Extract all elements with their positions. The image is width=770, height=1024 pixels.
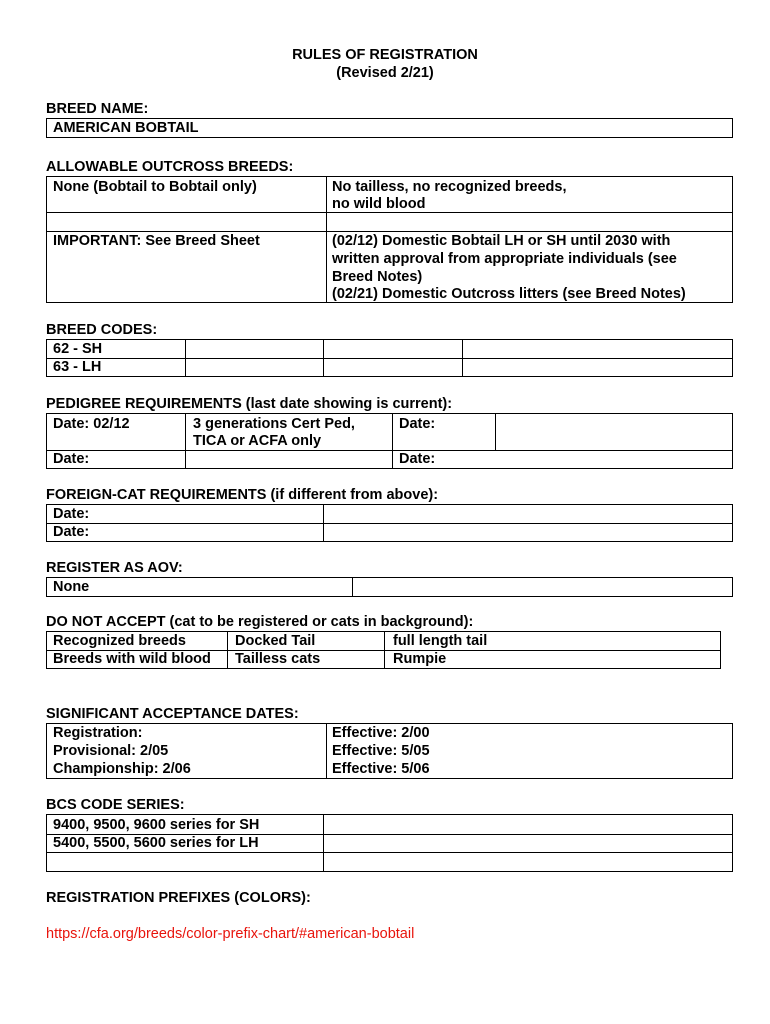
breed-name-box	[46, 118, 733, 138]
acceptance-championship: Championship: 2/06	[53, 761, 191, 777]
outcross-r3-right-4: (02/21) Domestic Outcross litters (see Breed Notes)	[332, 286, 686, 302]
foreign-table	[46, 504, 733, 542]
acceptance-label: SIGNIFICANT ACCEPTANCE DATES:	[46, 706, 299, 722]
acceptance-divider	[326, 724, 327, 778]
bcs-divider	[323, 815, 324, 871]
acceptance-registration: Registration:	[53, 725, 143, 741]
outcross-r3-left: IMPORTANT: See Breed Sheet	[53, 233, 260, 249]
do-not-accept-label: DO NOT ACCEPT (cat to be registered or cats in background):	[46, 614, 474, 630]
effective-registration: Effective: 2/00	[332, 725, 430, 741]
dna-r1-c3: full length tail	[393, 633, 488, 649]
aov-label: REGISTER AS AOV:	[46, 560, 183, 576]
pedigree-divider-1	[185, 414, 186, 468]
pedigree-row-divider	[47, 450, 732, 451]
color-prefix-link[interactable]: https://cfa.org/breeds/color-prefix-chart/#american-bobtail	[46, 926, 415, 942]
acceptance-provisional: Provisional: 2/05	[53, 743, 169, 759]
pedigree-divider-3	[495, 414, 496, 450]
do-not-accept-table	[46, 631, 721, 669]
pedigree-label: PEDIGREE REQUIREMENTS (last date showing is current):	[46, 396, 453, 412]
foreign-date-2: Date:	[53, 524, 90, 540]
outcross-r1-left: None (Bobtail to Bobtail only)	[53, 179, 257, 195]
effective-provisional: Effective: 5/05	[332, 743, 430, 759]
foreign-row-divider	[47, 523, 732, 524]
pedigree-req-1: 3 generations Cert Ped,	[193, 416, 355, 432]
breed-codes-label: BREED CODES:	[46, 322, 158, 338]
pedigree-date-1: Date: 02/12	[53, 416, 130, 432]
pedigree-divider-2	[392, 414, 393, 468]
document-title: RULES OF REGISTRATION	[292, 47, 478, 63]
outcross-r3-right-3: Breed Notes)	[332, 269, 423, 285]
outcross-r1-right-2: no wild blood	[332, 196, 426, 212]
breed-code-sh: 62 - SH	[53, 341, 103, 357]
breed-code-lh: 63 - LH	[53, 359, 102, 375]
outcross-divider	[326, 177, 327, 302]
breed-name-value: AMERICAN BOBTAIL	[53, 120, 199, 136]
bcs-row-divider-2	[47, 852, 732, 853]
outcross-label: ALLOWABLE OUTCROSS BREEDS:	[46, 159, 294, 175]
aov-value: None	[53, 579, 90, 595]
bcs-sh-series: 9400, 9500, 9600 series for SH	[53, 817, 260, 833]
breed-name-label: BREED NAME:	[46, 101, 149, 117]
acceptance-table	[46, 723, 733, 779]
dna-r2-c2: Tailless cats	[235, 651, 321, 667]
dna-r1-c1: Recognized breeds	[53, 633, 186, 649]
pedigree-date-2: Date:	[53, 451, 90, 467]
revision-date: (Revised 2/21)	[336, 65, 434, 81]
outcross-table	[46, 176, 733, 303]
foreign-date-1: Date:	[53, 506, 90, 522]
dna-r2-c3: Rumpie	[393, 651, 447, 667]
bcs-lh-series: 5400, 5500, 5600 series for LH	[53, 835, 259, 851]
outcross-r3-right-1: (02/12) Domestic Bobtail LH or SH until 2030 with	[332, 233, 671, 249]
pedigree-date-3: Date:	[399, 416, 436, 432]
aov-divider	[352, 578, 353, 596]
outcross-r3-right-2: written approval from appropriate individuals (see	[332, 251, 677, 267]
pedigree-date-4: Date:	[399, 451, 436, 467]
pedigree-req-2: TICA or ACFA only	[193, 433, 322, 449]
prefixes-label: REGISTRATION PREFIXES (COLORS):	[46, 890, 311, 906]
aov-table	[46, 577, 733, 597]
pedigree-table	[46, 413, 733, 469]
breed-codes-table	[46, 339, 733, 377]
outcross-r1-right-1: No tailless, no recognized breeds,	[332, 179, 567, 195]
dna-r2-c1: Breeds with wild blood	[53, 651, 211, 667]
bcs-label: BCS CODE SERIES:	[46, 797, 185, 813]
dna-r1-c2: Docked Tail	[235, 633, 316, 649]
foreign-label: FOREIGN-CAT REQUIREMENTS (if different from above):	[46, 487, 439, 503]
codes-row-divider	[47, 358, 732, 359]
effective-championship: Effective: 5/06	[332, 761, 430, 777]
bcs-table	[46, 814, 733, 872]
